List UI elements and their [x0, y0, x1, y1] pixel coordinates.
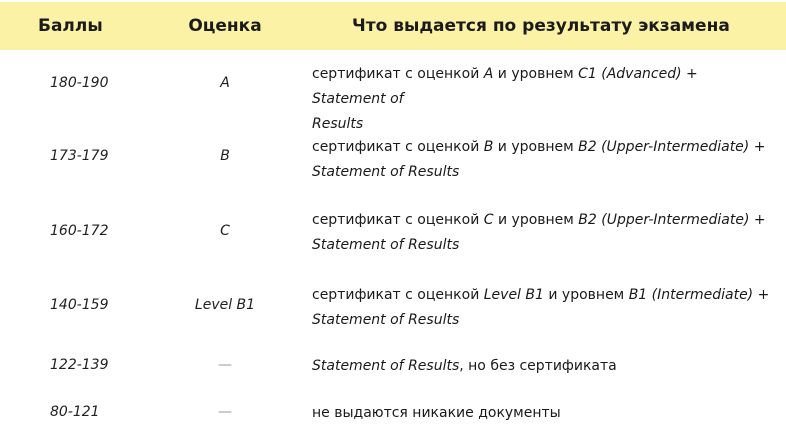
result-text: Statement of Results — [312, 358, 460, 374]
score-cell: 173-179 — [50, 148, 109, 164]
result-text: B — [483, 139, 494, 155]
header-score: Баллы — [38, 16, 103, 36]
result-text: Statement of Results — [312, 164, 460, 180]
result-line-1 — [312, 62, 772, 112]
result-text: сертификат с оценкой — [312, 66, 484, 82]
grade-cell: A — [220, 75, 230, 91]
score-cell: 160-172 — [50, 223, 109, 239]
result-text: B1 (Intermediate) + — [628, 287, 770, 303]
result-text: Statement of Results — [312, 312, 460, 328]
result-cell — [312, 135, 772, 185]
result-cell — [312, 208, 772, 258]
result-text: не выдаются никакие документы — [312, 405, 561, 421]
result-line-2 — [312, 112, 772, 137]
result-text: C1 (Advanced) + Statement of — [312, 66, 698, 107]
result-line-2 — [312, 233, 772, 258]
grade-cell: — — [218, 404, 232, 420]
result-cell — [312, 283, 772, 333]
header-result: Что выдается по результату экзамена — [352, 16, 730, 36]
result-cell — [312, 354, 772, 379]
result-text: B2 (Upper-Intermediate) + — [578, 139, 766, 155]
score-cell: 122-139 — [50, 357, 109, 373]
table-header — [0, 2, 786, 50]
grade-cell: C — [220, 223, 230, 239]
result-cell — [312, 401, 772, 426]
result-line-1 — [312, 208, 772, 233]
result-text: A — [483, 66, 494, 82]
result-text: и уровнем — [493, 139, 579, 155]
grade-cell: B — [220, 148, 230, 164]
result-line-1 — [312, 283, 772, 308]
result-text: сертификат с оценкой — [312, 287, 484, 303]
result-text: C — [483, 212, 494, 228]
result-text: Statement of Results — [312, 237, 460, 253]
score-cell: 80-121 — [50, 404, 100, 420]
result-text: B2 (Upper-Intermediate) + — [578, 212, 766, 228]
result-line-2 — [312, 160, 772, 185]
result-text: и уровнем — [493, 66, 579, 82]
result-text: и уровнем — [493, 212, 579, 228]
result-text: Level B1 — [483, 287, 544, 303]
result-text: , но без сертификата — [459, 358, 617, 374]
header-grade: Оценка — [188, 16, 262, 36]
result-line-1 — [312, 135, 772, 160]
result-cell — [312, 62, 772, 137]
result-text: Results — [312, 116, 364, 132]
result-text: сертификат с оценкой — [312, 139, 484, 155]
score-cell: 180-190 — [50, 75, 109, 91]
grade-cell: — — [218, 357, 232, 373]
grade-cell: Level B1 — [194, 297, 256, 313]
result-line-2 — [312, 308, 772, 333]
score-cell: 140-159 — [50, 297, 109, 313]
result-line-1 — [312, 401, 772, 426]
result-line-1 — [312, 354, 772, 379]
result-text: и уровнем — [543, 287, 629, 303]
result-text: сертификат с оценкой — [312, 212, 484, 228]
